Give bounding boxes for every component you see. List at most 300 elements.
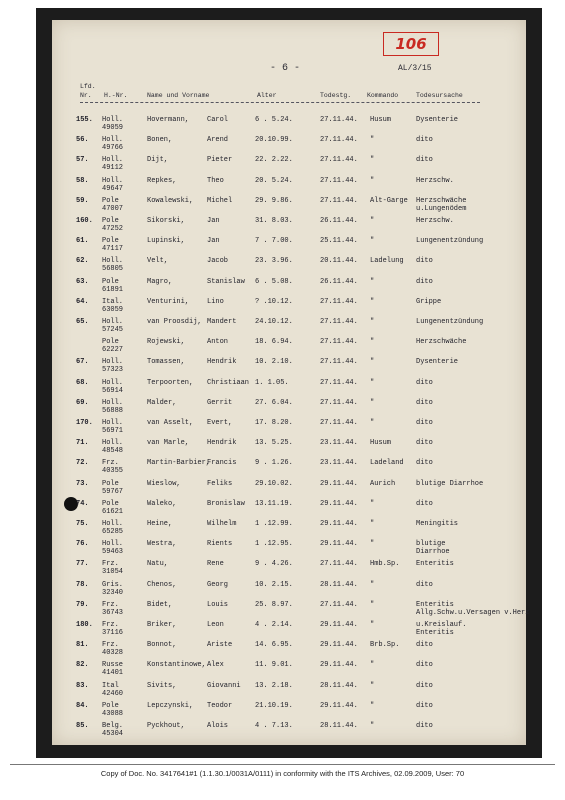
row-nationality: Holl.	[102, 116, 124, 124]
todesursache-line: dito	[416, 257, 433, 266]
row-todesursache	[416, 560, 454, 568]
row-nationality: Russe	[102, 661, 124, 670]
row-lfd: 69.	[76, 398, 89, 407]
row-prisoner-number	[102, 621, 123, 637]
row-nationality: Holl.	[102, 156, 124, 165]
row-alter: 21.10.19.	[255, 701, 293, 710]
row-name: Sivits,	[147, 681, 177, 690]
row-h-nr: 31054	[102, 568, 124, 577]
row-prisoner-number	[102, 702, 123, 718]
row-h-nr: 40355	[102, 467, 124, 476]
row-nationality: Holl.	[102, 358, 124, 367]
row-h-nr: 65285	[102, 528, 124, 536]
row-h-nr: 47007	[102, 204, 124, 213]
row-todesursache	[416, 156, 433, 164]
row-alter: 10. 2.10.	[255, 358, 293, 367]
todesursache-line: dito	[416, 641, 433, 650]
row-lfd: 67.	[76, 358, 89, 367]
row-alter: 18. 6.94.	[255, 338, 293, 347]
row-lfd: 84.	[76, 701, 89, 710]
todesursache-line: Allg.Schw.u.Versagen v.Herz	[416, 608, 530, 617]
row-prisoner-number	[102, 136, 123, 152]
row-todesursache	[416, 641, 433, 649]
row-todestag: 27.11.44.	[320, 560, 358, 569]
row-kommando: Ladeland	[370, 459, 404, 468]
row-todestag: 29.11.44.	[320, 621, 358, 629]
row-lfd: 58.	[76, 176, 89, 185]
row-name: Velt,	[147, 257, 169, 266]
row-nationality: Pole	[102, 338, 119, 347]
row-name: Chenos,	[147, 580, 177, 589]
row-kommando: Ladelung	[370, 257, 404, 266]
row-todesursache	[416, 601, 529, 617]
row-h-nr: 61621	[102, 507, 124, 516]
row-alter: 31. 8.03.	[255, 217, 293, 225]
row-kommando: "	[370, 681, 375, 690]
row-h-nr: 49647	[102, 184, 124, 193]
row-todesursache	[416, 581, 433, 589]
row-h-nr: 63059	[102, 305, 124, 314]
row-prisoner-number	[102, 318, 123, 334]
todesursache-line: Dysenterie	[416, 116, 459, 124]
todesursache-line: blutige	[416, 540, 446, 549]
todesursache-line: Diarrhoe	[416, 548, 450, 557]
row-kommando: "	[370, 338, 375, 347]
row-kommando: Alt-Garge	[370, 196, 408, 205]
row-h-nr: 56805	[102, 265, 124, 274]
row-todestag: 23.11.44.	[320, 459, 358, 468]
row-todesursache	[416, 298, 441, 306]
row-kommando: "	[370, 398, 375, 407]
row-todestag: 27.11.44.	[320, 358, 358, 367]
row-name: Repkes,	[147, 176, 177, 185]
row-kommando: "	[370, 600, 375, 609]
todesursache-line: dito	[416, 459, 433, 468]
todesursache-line: Dysenterie	[416, 358, 459, 367]
row-vorname: Pieter	[207, 156, 233, 165]
row-lfd: 170.	[76, 419, 93, 427]
row-kommando: "	[370, 176, 375, 185]
row-vorname: Theo	[207, 176, 224, 185]
todesursache-line: dito	[416, 681, 433, 690]
todesursache-line: dito	[416, 499, 433, 508]
row-vorname: Wilhelm	[207, 520, 237, 528]
row-name: Westra,	[147, 540, 177, 549]
row-alter: 6 . 5.08.	[255, 277, 293, 286]
todesursache-line: Herzschw.	[416, 217, 454, 225]
row-vorname: Alois	[207, 722, 229, 730]
row-todesursache	[416, 318, 483, 326]
row-nationality: Holl.	[102, 419, 124, 427]
row-prisoner-number	[102, 177, 123, 193]
row-vorname: Bronislaw	[207, 499, 245, 508]
row-lfd: 77.	[76, 560, 89, 569]
row-todestag: 27.11.44.	[320, 378, 358, 387]
todesursache-line: dito	[416, 419, 433, 427]
row-nationality: Pole	[102, 277, 119, 286]
row-nationality: Holl.	[102, 439, 124, 448]
row-nationality: Frz.	[102, 459, 119, 468]
row-todesursache	[416, 379, 433, 387]
row-alter: 29.10.02.	[255, 479, 293, 488]
row-vorname: Giovanni	[207, 681, 241, 690]
row-h-nr: 49059	[102, 124, 124, 132]
row-lfd: 63.	[76, 277, 89, 286]
todesursache-line: dito	[416, 378, 433, 387]
row-lfd: 155.	[76, 116, 93, 124]
row-name: Dijt,	[147, 156, 169, 165]
row-kommando: "	[370, 520, 375, 528]
row-alter: 11. 9.01.	[255, 661, 293, 670]
row-lfd: 65.	[76, 318, 89, 326]
todesursache-line: Lungenentzündung	[416, 318, 484, 326]
row-todesursache	[416, 399, 433, 407]
archive-footer: Copy of Doc. No. 3417641#1 (1.1.30.1/0031A/0111) in conformity with the ITS Archives, 02.09.2009, User: 70	[100, 769, 465, 778]
row-prisoner-number	[102, 237, 123, 253]
row-todesursache	[416, 278, 433, 286]
row-name: Heine,	[147, 520, 173, 528]
row-prisoner-number	[102, 661, 123, 677]
row-lfd: 78.	[76, 580, 89, 589]
row-alter: 10. 2.15.	[255, 580, 293, 589]
row-h-nr: 45304	[102, 730, 124, 738]
row-kommando: "	[370, 499, 375, 508]
row-name: Bonnot,	[147, 641, 177, 650]
row-todestag: 29.11.44.	[320, 499, 358, 508]
row-todestag: 29.11.44.	[320, 540, 358, 549]
row-vorname: Michel	[207, 196, 233, 205]
row-lfd: 62.	[76, 257, 89, 266]
row-todesursache	[416, 520, 458, 528]
row-h-nr: 59463	[102, 548, 124, 557]
row-todestag: 26.11.44.	[320, 217, 358, 225]
row-alter: 1 .12.99.	[255, 520, 293, 528]
row-nationality: Pole	[102, 499, 119, 508]
row-lfd: 74.	[76, 499, 89, 508]
header-alter: Alter	[257, 92, 277, 99]
row-todestag: 27.11.44.	[320, 338, 358, 347]
row-h-nr: 37116	[102, 629, 124, 637]
row-alter: 20.10.99.	[255, 136, 293, 145]
row-lfd: 83.	[76, 681, 89, 690]
row-todesursache	[416, 237, 483, 245]
row-nationality: Frz.	[102, 621, 119, 629]
row-h-nr: 41401	[102, 669, 124, 678]
row-alter: 14. 6.95.	[255, 641, 293, 650]
row-name: Rojewski,	[147, 338, 185, 347]
header-todestag: Todestg.	[320, 92, 352, 99]
row-todesursache	[416, 177, 454, 185]
header-rule	[80, 102, 480, 103]
row-name: Briker,	[147, 621, 177, 629]
row-vorname: Mandert	[207, 318, 237, 326]
row-h-nr: 42460	[102, 689, 124, 698]
row-todesursache	[416, 702, 433, 710]
row-lfd: 79.	[76, 600, 89, 609]
row-todesursache	[416, 500, 433, 508]
row-name: Lupinski,	[147, 237, 185, 246]
row-vorname: Rients	[207, 540, 233, 549]
todesursache-line: u.Lungenödem	[416, 204, 467, 213]
row-kommando: "	[370, 419, 375, 427]
row-name: Hovermann,	[147, 116, 190, 124]
row-alter: 27. 6.04.	[255, 398, 293, 407]
row-name: Bidet,	[147, 600, 173, 609]
row-nationality: Gris.	[102, 580, 124, 589]
row-vorname: Leon	[207, 621, 224, 629]
todesursache-line: u.Kreislauf.	[416, 621, 467, 629]
todesursache-line: Herzschw.	[416, 176, 454, 185]
row-todesursache	[416, 136, 433, 144]
row-vorname: Rene	[207, 560, 224, 569]
row-lfd: 82.	[76, 661, 89, 670]
row-todestag: 28.11.44.	[320, 722, 358, 730]
row-nationality: Holl.	[102, 176, 124, 185]
row-alter: 4 . 2.14.	[255, 621, 293, 629]
row-todesursache	[416, 661, 433, 669]
row-h-nr: 47117	[102, 245, 124, 254]
header-name: Name und Vorname	[147, 92, 210, 99]
todesursache-line: dito	[416, 439, 433, 448]
row-lfd: 85.	[76, 722, 89, 730]
row-name: Martin-Barbier,	[147, 459, 211, 468]
row-prisoner-number	[102, 379, 123, 395]
reference-code: AL/3/15	[398, 64, 432, 73]
row-h-nr: 36743	[102, 608, 124, 617]
todesursache-line: dito	[416, 277, 433, 286]
todesursache-line: dito	[416, 136, 433, 145]
header-todesursache: Todesursache	[416, 92, 463, 99]
row-kommando: "	[370, 701, 375, 710]
row-name: Natu,	[147, 560, 169, 569]
row-alter: 22. 2.22.	[255, 156, 293, 165]
row-prisoner-number	[102, 257, 123, 273]
todesursache-line: Lungenentzündung	[416, 237, 484, 246]
row-vorname: Jan	[207, 217, 220, 225]
row-prisoner-number	[102, 682, 123, 698]
table-row	[0, 722, 565, 746]
row-h-nr: 57245	[102, 326, 124, 334]
row-name: Lepczynski,	[147, 701, 194, 710]
row-nationality: Holl.	[102, 136, 124, 145]
row-lfd: 71.	[76, 439, 89, 448]
row-kommando: Husum	[370, 439, 392, 448]
row-kommando: "	[370, 277, 375, 286]
row-kommando: "	[370, 136, 375, 145]
footer-rule	[10, 764, 555, 765]
row-prisoner-number	[102, 399, 123, 415]
row-vorname: Stanislaw	[207, 277, 245, 286]
todesursache-line: blutige Diarrhoe	[416, 479, 484, 488]
row-vorname: Lino	[207, 297, 224, 306]
row-alter: 20. 5.24.	[255, 176, 293, 185]
row-lfd: 75.	[76, 520, 89, 528]
todesursache-line: dito	[416, 580, 433, 589]
row-todestag: 25.11.44.	[320, 237, 358, 246]
row-todesursache	[416, 217, 454, 225]
row-todestag: 29.11.44.	[320, 661, 358, 670]
row-prisoner-number	[102, 116, 123, 132]
row-nationality: Pole	[102, 237, 119, 246]
todesursache-line: Herzschwäche	[416, 338, 467, 347]
row-vorname: Ariste	[207, 641, 233, 650]
todesursache-line: dito	[416, 156, 433, 165]
row-lfd: 59.	[76, 196, 89, 205]
row-h-nr: 49766	[102, 144, 124, 153]
row-name: Tomassen,	[147, 358, 185, 367]
row-vorname: Hendrik	[207, 439, 237, 448]
row-name: van Asselt,	[147, 419, 194, 427]
row-lfd: 57.	[76, 156, 89, 165]
row-h-nr: 32340	[102, 588, 124, 597]
row-prisoner-number	[102, 480, 123, 496]
row-nationality: Holl.	[102, 318, 124, 326]
row-alter: ? .10.12.	[255, 297, 293, 306]
todesursache-line: Herzschwäche	[416, 196, 467, 205]
todesursache-line: Enteritis	[416, 600, 454, 609]
row-todestag: 27.11.44.	[320, 318, 358, 326]
row-name: Terpoorten,	[147, 378, 194, 387]
row-todestag: 29.11.44.	[320, 641, 358, 650]
row-prisoner-number	[102, 722, 123, 738]
row-alter: 24.10.12.	[255, 318, 293, 326]
todesursache-line: Grippe	[416, 297, 442, 306]
row-name: Malder,	[147, 398, 177, 407]
row-lfd: 76.	[76, 540, 89, 549]
row-h-nr: 47252	[102, 225, 124, 233]
row-vorname: Carol	[207, 116, 229, 124]
row-name: Pyckhout,	[147, 722, 185, 730]
row-kommando: "	[370, 237, 375, 246]
row-todestag: 27.11.44.	[320, 116, 358, 124]
row-kommando: Brb.Sp.	[370, 641, 400, 650]
row-kommando: "	[370, 722, 375, 730]
row-todesursache	[416, 257, 433, 265]
row-kommando: "	[370, 661, 375, 670]
row-nationality: Holl.	[102, 378, 124, 387]
row-nationality: Pole	[102, 701, 119, 710]
row-todesursache	[416, 722, 433, 730]
row-nationality: Frz.	[102, 600, 119, 609]
row-prisoner-number	[102, 500, 123, 516]
row-todestag: 27.11.44.	[320, 297, 358, 306]
row-vorname: Feliks	[207, 479, 233, 488]
row-alter: 1 .12.95.	[255, 540, 293, 549]
row-vorname: Gerrit	[207, 398, 233, 407]
row-alter: 25. 8.97.	[255, 600, 293, 609]
row-name: Waleko,	[147, 499, 177, 508]
row-todesursache	[416, 358, 458, 366]
row-prisoner-number	[102, 419, 123, 435]
row-nationality: Holl.	[102, 257, 124, 266]
row-todestag: 27.11.44.	[320, 600, 358, 609]
row-nationality: Frz.	[102, 641, 119, 650]
row-lfd: 73.	[76, 479, 89, 488]
row-prisoner-number	[102, 358, 123, 374]
row-prisoner-number	[102, 338, 123, 354]
row-lfd: 180.	[76, 621, 93, 629]
row-vorname: Arend	[207, 136, 229, 145]
row-nationality: Holl.	[102, 540, 124, 549]
row-lfd: 81.	[76, 641, 89, 650]
row-todestag: 28.11.44.	[320, 681, 358, 690]
row-todestag: 23.11.44.	[320, 439, 358, 448]
todesursache-line: Meningitis	[416, 520, 459, 528]
row-todestag: 27.11.44.	[320, 156, 358, 165]
row-vorname: Alex	[207, 661, 224, 670]
row-todesursache	[416, 459, 433, 467]
row-vorname: Jacob	[207, 257, 229, 266]
row-h-nr: 49112	[102, 164, 124, 173]
row-nationality: Ital.	[102, 297, 124, 306]
row-alter: 29. 9.86.	[255, 196, 293, 205]
row-kommando: "	[370, 580, 375, 589]
todesursache-line: Enteritis	[416, 560, 454, 569]
row-name: Wieslow,	[147, 479, 181, 488]
row-vorname: Jan	[207, 237, 220, 246]
row-prisoner-number	[102, 278, 123, 294]
row-todesursache	[416, 197, 466, 213]
row-kommando: "	[370, 318, 375, 326]
row-nationality: Belg.	[102, 722, 124, 730]
row-lfd: 56.	[76, 136, 89, 145]
row-nationality: Pole	[102, 217, 119, 225]
row-vorname: Louis	[207, 600, 229, 609]
row-alter: 9 . 4.26.	[255, 560, 293, 569]
row-todesursache	[416, 480, 483, 488]
row-kommando: "	[370, 156, 375, 165]
row-todesursache	[416, 682, 433, 690]
row-vorname: Evert,	[207, 419, 233, 427]
row-todesursache	[416, 439, 433, 447]
row-h-nr: 48548	[102, 447, 124, 456]
row-todesursache	[416, 338, 466, 346]
row-nationality: Pole	[102, 479, 119, 488]
header-kommando: Kommando	[367, 92, 399, 99]
row-prisoner-number	[102, 560, 123, 576]
row-todestag: 29.11.44.	[320, 701, 358, 710]
row-h-nr: 40328	[102, 649, 124, 658]
row-kommando: Hmb.Sp.	[370, 560, 400, 569]
row-alter: 6 . 5.24.	[255, 116, 293, 124]
row-h-nr: 59767	[102, 487, 124, 496]
todesursache-line: dito	[416, 701, 433, 710]
row-vorname: Hendrik	[207, 358, 237, 367]
row-h-nr: 56971	[102, 427, 124, 435]
row-kommando: "	[370, 540, 375, 549]
header-lfd: Lfd.	[80, 83, 96, 90]
row-todestag: 27.11.44.	[320, 136, 358, 145]
todesursache-line: dito	[416, 398, 433, 407]
page-number: - 6 -	[270, 63, 301, 74]
row-kommando: "	[370, 358, 375, 367]
row-vorname: Christiaan	[207, 378, 250, 387]
row-alter: 23. 3.96.	[255, 257, 293, 266]
row-kommando: "	[370, 217, 375, 225]
row-name: Venturini,	[147, 297, 190, 306]
row-prisoner-number	[102, 641, 123, 657]
row-lfd: 160.	[76, 217, 93, 225]
row-lfd: 72.	[76, 459, 89, 468]
row-name: van Proosdij,	[147, 318, 202, 326]
row-h-nr: 61891	[102, 285, 124, 294]
row-alter: 13.11.19.	[255, 499, 293, 508]
page-stamp: 106	[383, 32, 439, 56]
row-h-nr: 62227	[102, 346, 124, 355]
todesursache-line: Enteritis	[416, 629, 454, 637]
row-nationality: Ital	[102, 681, 119, 690]
row-todesursache	[416, 621, 466, 637]
